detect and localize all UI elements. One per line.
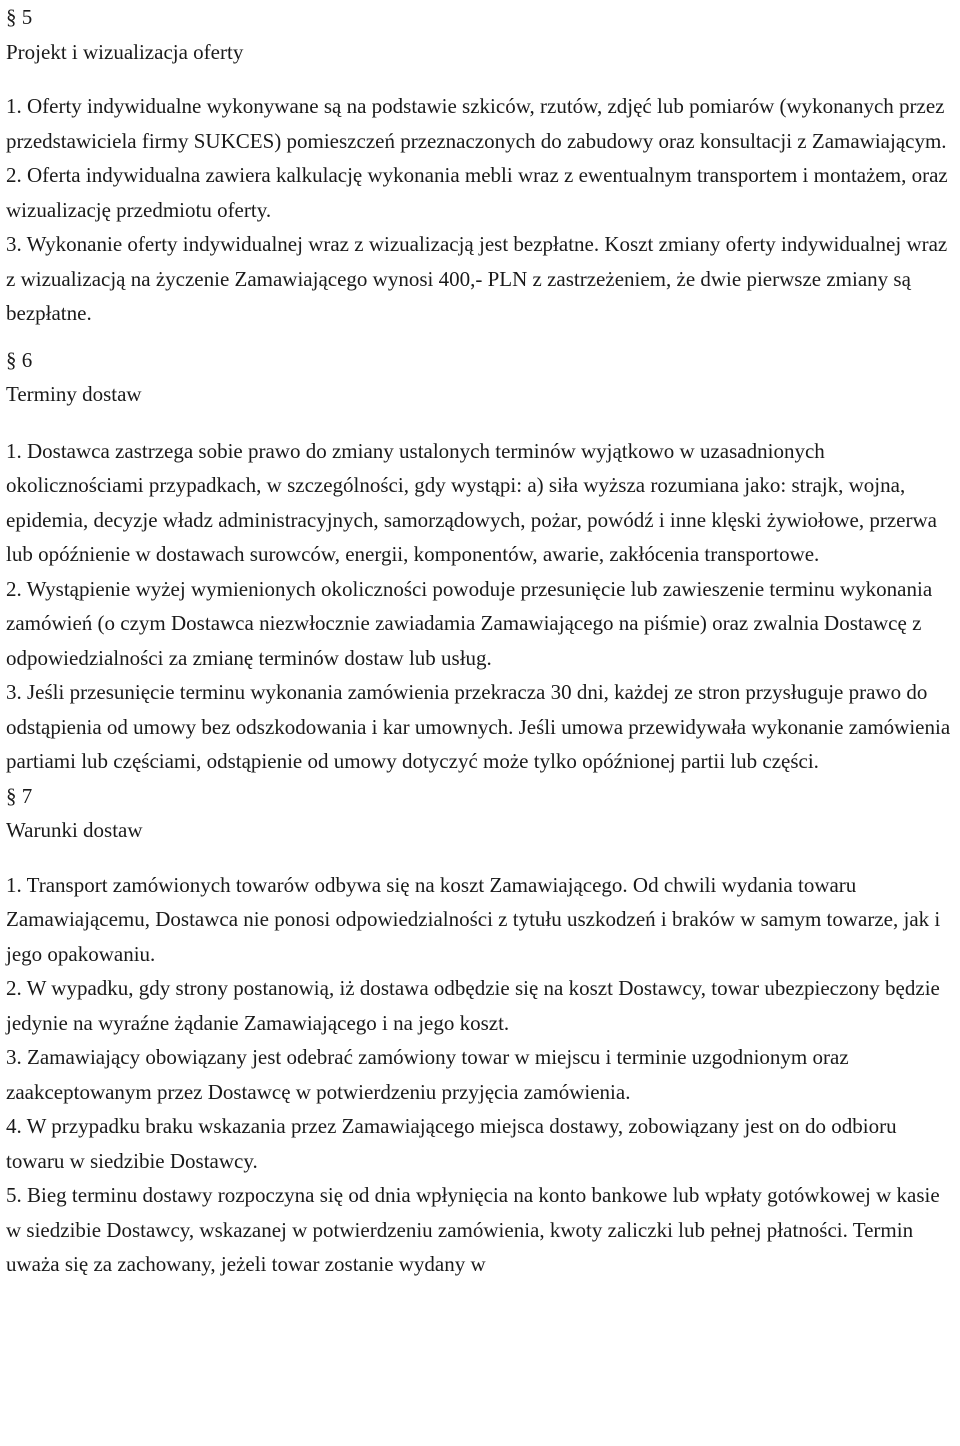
section-title: Terminy dostaw — [6, 382, 142, 406]
spacer — [6, 412, 960, 434]
paragraph: 2. W wypadku, gdy strony postanowią, iż dostawa odbędzie się na koszt Dostawcy, towar ubezpieczony będzie jedynie na wyraźne żądanie Zamawiającego i na jego koszt. — [6, 976, 940, 1035]
section-title: Warunki dostaw — [6, 818, 143, 842]
paragraph: 2. Oferta indywidualna zawiera kalkulację wykonania mebli wraz z ewentualnym transportem i montażem, oraz wizualizację przedmiotu oferty. — [6, 163, 948, 222]
paragraph: 3. Wykonanie oferty indywidualnej wraz z wizualizacją jest bezpłatne. Koszt zmiany oferty indywidualnej wraz z wizualizacją na życzenie Zamawiającego wynosi 400,- PLN z zastrzeżeniem, że dwie pierwsze zmiany są bezpłatne. — [6, 232, 948, 325]
spacer — [6, 848, 960, 868]
paragraph: 3. Zamawiający obowiązany jest odebrać zamówiony towar w miejscu i terminie uzgodnionym oraz zaakceptowanym przez Dostawcę w potwierdzeniu przyjęcia zamówienia. — [6, 1045, 849, 1104]
section-mark: § 7 — [6, 783, 33, 808]
paragraph: 1. Transport zamówionych towarów odbywa się na koszt Zamawiającego. Od chwili wydania towaru Zamawiającemu, Dostawca nie ponosi odpowiedzialności z tytułu uszkodzeń i braków w samym towarze, jak i jego opakowaniu. — [6, 872, 941, 966]
section-7 — [6, 779, 960, 1282]
section-6 — [6, 343, 960, 779]
section-5 — [6, 0, 960, 331]
paragraph: 1. Dostawca zastrzega sobie prawo do zmiany ustalonych terminów wyjątkowo w uzasadnionych okolicznościami przypadkach, w szczególności, gdy wystąpi: a) siła wyższa rozumiana jako: strajk, wojna, epidemia, decyzje władz administracyjnych, samorządowych, pożar, powódź i inne klęski żywiołowe, przerwa lub opóźnienie w dostawach surowców, energii, komponentów, awarie, zakłócenia transportowe. — [6, 438, 937, 566]
paragraph: 2. Wystąpienie wyżej wymienionych okoliczności powoduje przesunięcie lub zawieszenie terminu wykonania zamówień (o czym Dostawca niezwłocznie zawiadamia Zamawiającego na piśmie) oraz zwalnia Dostawcę z odpowiedzialności za zmianę terminów dostaw lub usług. — [6, 576, 933, 670]
section-mark: § 6 — [6, 347, 33, 372]
section-mark: § 5 — [6, 5, 33, 29]
paragraph: 5. Bieg terminu dostawy rozpoczyna się od dnia wpłynięcia na konto bankowe lub wpłaty gotówkowej w kasie w siedzibie Dostawcy, wskazanej w potwierdzeniu zamówienia, kwoty zaliczki lub pełnej płatności. Termin uważa się za zachowany, jeżeli towar zostanie wydany w — [6, 1183, 940, 1276]
paragraph: 1. Oferty indywidualne wykonywane są na podstawie szkiców, rzutów, zdjęć lub pomiarów (wykonanych przez przedstawiciela firmy SUKCES) pomieszczeń przeznaczonych do zabudowy oraz konsultacji z Zamawiającym. — [6, 94, 947, 153]
paragraph: 3. Jeśli przesunięcie terminu wykonania zamówienia przekracza 30 dni, każdej ze stron przysługuje prawo do odstąpienia od umowy bez odszkodowania i kar umownych. Jeśli umowa przewidywała wykonanie zamówienia partiami lub częściami, odstąpienie od umowy dotyczyć może tylko opóźnionej partii lub części. — [6, 680, 951, 773]
section-title: Projekt i wizualizacja oferty — [6, 39, 244, 64]
document-page — [6, 0, 960, 1282]
paragraph: 4. W przypadku braku wskazania przez Zamawiającego miejsca dostawy, zobowiązany jest on do odbioru towaru w siedzibie Dostawcy. — [6, 1114, 897, 1173]
spacer — [6, 331, 960, 343]
spacer — [6, 69, 960, 89]
